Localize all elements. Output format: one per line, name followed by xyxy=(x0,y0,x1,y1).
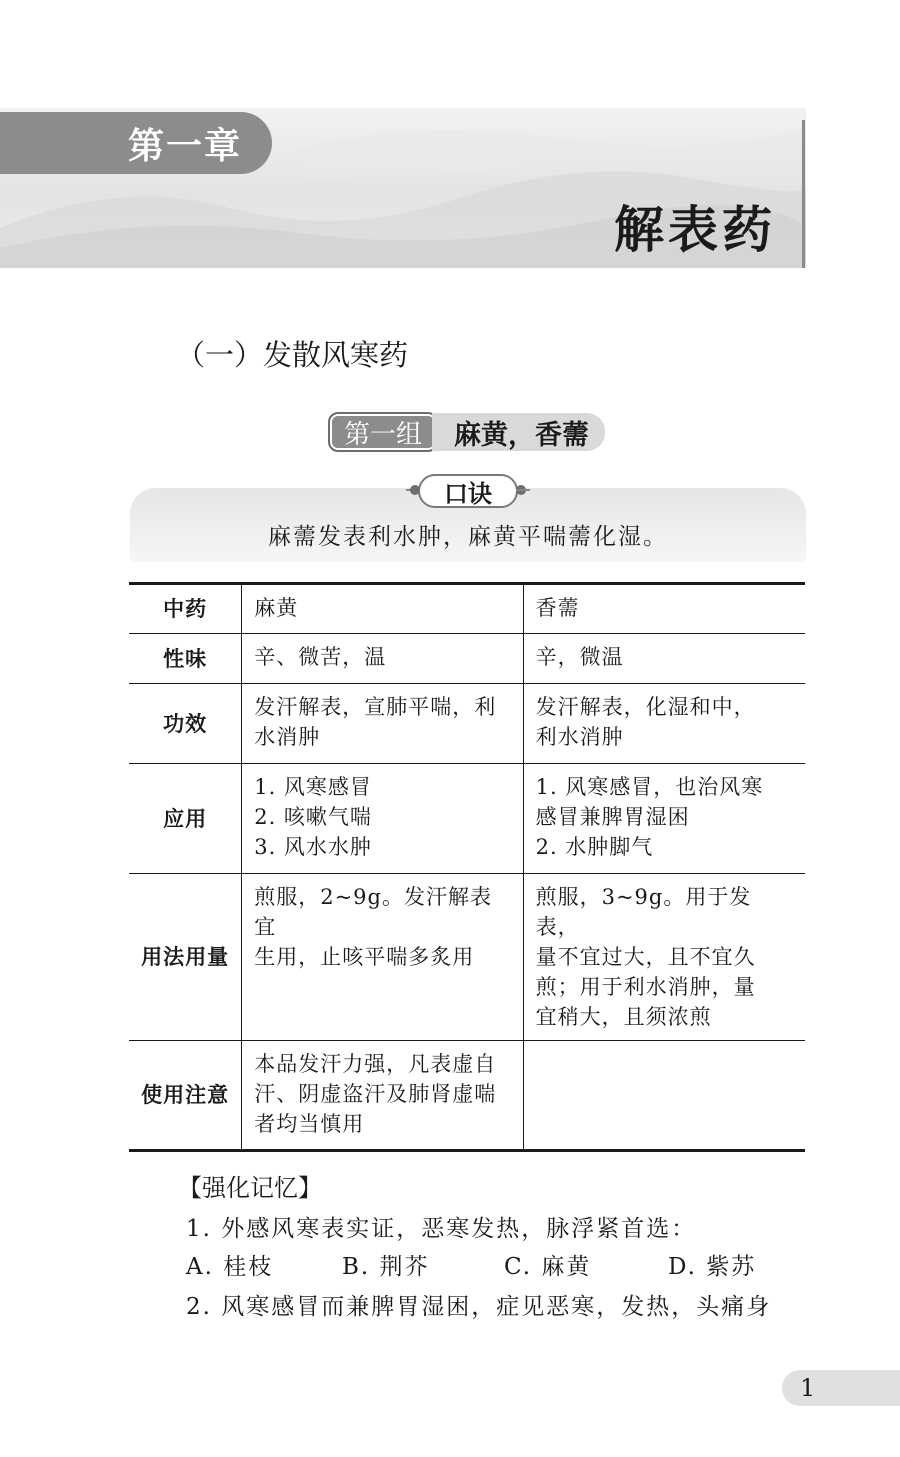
cell-line: 感冒兼脾胃湿困 xyxy=(535,805,690,829)
question-1: 1. 外感风寒表实证，恶寒发热，脉浮紧首选： xyxy=(186,1216,697,1242)
table-row xyxy=(129,584,805,634)
cell-line: 煎；用于利水消肿，量 xyxy=(535,975,756,999)
option-c: C. 麻黄 xyxy=(504,1254,592,1280)
cell-mahuang xyxy=(242,684,523,764)
chapter-tab: 第一章 xyxy=(0,112,272,174)
cell-line: 1. 风寒感冒，也治风寒 xyxy=(535,775,764,799)
cell-mahuang xyxy=(242,764,523,874)
row-header: 功效 xyxy=(129,684,242,764)
cell-mahuang xyxy=(242,584,523,634)
cell-xiangru xyxy=(523,584,805,634)
group-label xyxy=(328,412,605,452)
cell-line: 2. 咳嗽气喘 xyxy=(254,805,372,829)
cell-xiangru xyxy=(523,634,805,684)
cell-line: 水消肿 xyxy=(254,725,321,749)
cell-mahuang xyxy=(242,634,523,684)
cell-line: 辛，微温 xyxy=(535,645,624,669)
row-header: 中药 xyxy=(129,584,242,634)
mnemonic-label: 口诀 xyxy=(418,474,518,508)
cell-line: 量不宜过大，且不宜久 xyxy=(535,945,756,969)
table-row xyxy=(129,684,805,764)
memory-section-title: 【强化记忆】 xyxy=(178,1174,322,1202)
mnemonic-text: 麻薷发表利水肿，麻黄平喘薷化湿。 xyxy=(268,524,668,550)
cell-line: 发汗解表，宣肺平喘，利 xyxy=(254,695,497,719)
row-header: 应用 xyxy=(129,764,242,874)
cell-line: 煎服，2~9g。发汗解表宜 xyxy=(254,885,492,939)
page-number: 1 xyxy=(800,1374,816,1402)
cell-line: 2. 水肿脚气 xyxy=(535,835,654,859)
cell-xiangru xyxy=(523,684,805,764)
cell-line: 利水消肿 xyxy=(535,725,624,749)
cell-line: 煎服，3~9g。用于发表， xyxy=(535,885,752,939)
cell-line: 宜稍大，且须浓煎 xyxy=(535,1005,712,1029)
table-row xyxy=(129,764,805,874)
option-a: A. 桂枝 xyxy=(186,1254,274,1280)
table-row xyxy=(129,1041,805,1151)
cell-line: 者均当慎用 xyxy=(254,1112,365,1136)
cell-line: 香薷 xyxy=(535,596,580,620)
cell-xiangru xyxy=(523,1041,805,1151)
cell-mahuang xyxy=(242,1041,523,1151)
mnemonic-tag xyxy=(416,473,520,509)
cell-line: 汗、阴虚盗汗及肺肾虚喘 xyxy=(254,1082,497,1106)
cell-line: 生用，止咳平喘多炙用 xyxy=(254,945,475,969)
option-d: D. 紫苏 xyxy=(668,1254,757,1280)
row-header: 用法用量 xyxy=(129,874,242,1041)
question-2: 2. 风寒感冒而兼脾胃湿困，症见恶寒，发热，头痛身 xyxy=(186,1294,772,1320)
header-vertical-rule xyxy=(802,120,805,268)
cell-line: 1. 风寒感冒 xyxy=(254,775,372,799)
group-badge: 第一组 xyxy=(328,412,438,452)
tag-dot-left-icon xyxy=(410,485,420,495)
cell-line: 3. 风水水肿 xyxy=(254,835,372,859)
cell-mahuang xyxy=(242,874,523,1041)
cell-line: 发汗解表，化湿和中， xyxy=(535,695,756,719)
tag-line-right xyxy=(516,489,530,491)
chapter-title: 解表药 xyxy=(614,200,776,259)
row-header: 性味 xyxy=(129,634,242,684)
option-b: B. 荆芥 xyxy=(342,1254,430,1280)
cell-line: 本品发汗力强，凡表虚自 xyxy=(254,1052,497,1076)
table-row xyxy=(129,874,805,1041)
cell-xiangru xyxy=(523,874,805,1041)
cell-line: 辛、微苦，温 xyxy=(254,645,387,669)
section-heading: （一）发散风寒药 xyxy=(176,338,409,372)
row-header: 使用注意 xyxy=(129,1041,242,1151)
group-herb-names: 麻黄，香薷 xyxy=(432,413,605,451)
herb-comparison-table xyxy=(129,582,805,1152)
table-row xyxy=(129,634,805,684)
cell-xiangru xyxy=(523,764,805,874)
cell-line: 麻黄 xyxy=(254,596,299,620)
